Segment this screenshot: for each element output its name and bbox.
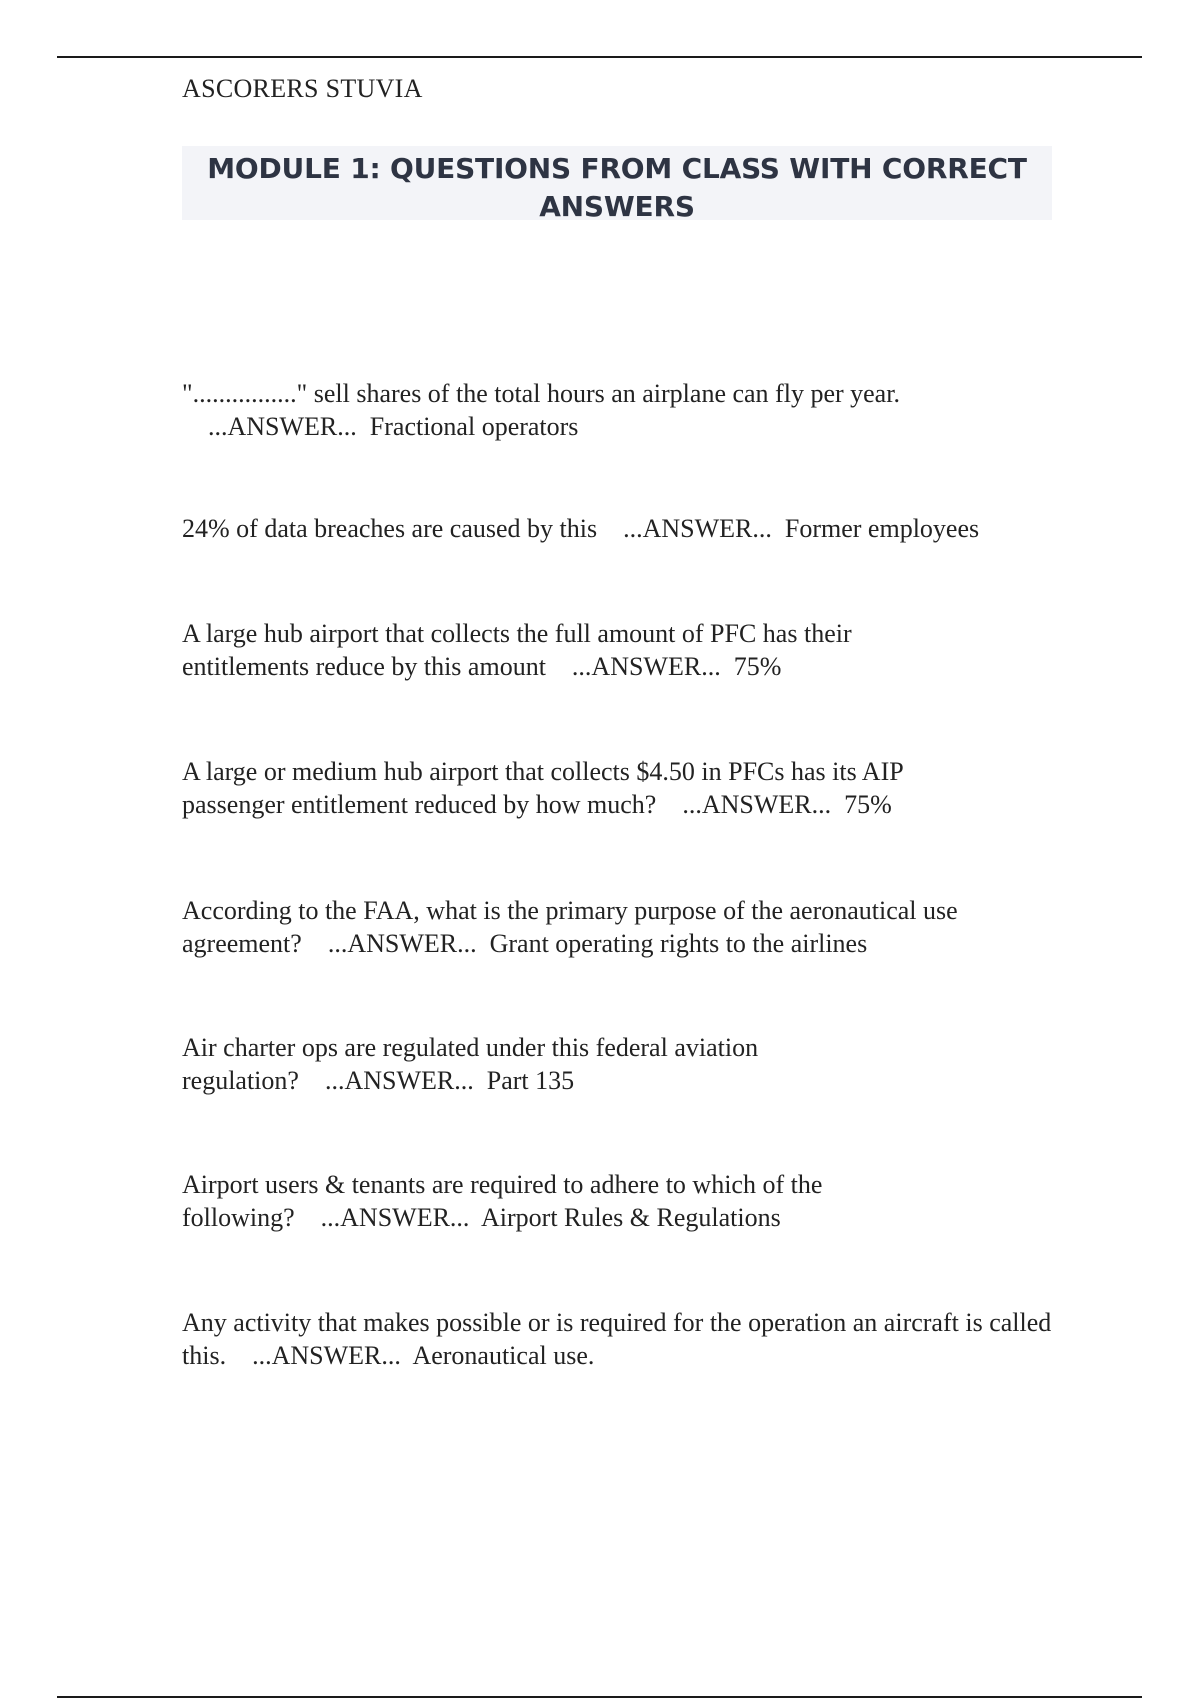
qa-item (182, 617, 922, 683)
qa-list (182, 377, 1062, 1372)
question-text: Air charter ops are regulated under this federal aviation regulation? (182, 1033, 759, 1095)
qa-item (182, 755, 992, 821)
top-rule (57, 56, 1142, 58)
question-text: 24% of data breaches are caused by this (182, 514, 598, 543)
question-text: According to the FAA, what is the primary purpose of the aeronautical use agreement? (182, 896, 958, 958)
answer-marker: ...ANSWER... (208, 412, 357, 441)
question-text: "................" sell shares of the total hours an airplane can fly per year. (182, 379, 900, 408)
answer-text: Part 135 (486, 1066, 575, 1095)
bottom-rule (57, 1696, 1142, 1698)
document-title: MODULE 1: QUESTIONS FROM CLASS WITH CORRECT ANSWERS (207, 152, 1027, 223)
question-text: Airport users & tenants are required to adhere to which of the following? (182, 1170, 823, 1232)
answer-text: Aeronautical use. (412, 1341, 595, 1370)
qa-item (182, 894, 1042, 960)
answer-text: 75% (733, 652, 782, 681)
answer-marker: ...ANSWER... (320, 1203, 470, 1232)
answer-marker: ...ANSWER... (252, 1341, 401, 1370)
answer-text: Former employees (784, 514, 980, 543)
answer-text: 75% (844, 790, 892, 819)
answer-marker: ...ANSWER... (327, 929, 477, 958)
answer-text: Fractional operators (369, 412, 579, 441)
qa-item (182, 1168, 902, 1234)
answer-marker: ...ANSWER... (623, 514, 772, 543)
answer-marker: ...ANSWER... (682, 790, 832, 819)
qa-item (182, 1031, 842, 1097)
answer-text: Grant operating rights to the airlines (489, 929, 868, 958)
answer-marker: ...ANSWER... (324, 1066, 474, 1095)
answer-marker: ...ANSWER... (571, 652, 721, 681)
question-text: Any activity that makes possible or is required for the operation an aircraft is called this. (182, 1308, 1052, 1370)
title-banner (182, 146, 1052, 223)
source-label: ASCORERS STUVIA (182, 74, 423, 103)
question-text: A large or medium hub airport that collects $4.50 in PFCs has its AIP passenger entitlement reduced by how much? (182, 757, 903, 819)
qa-item (182, 377, 902, 443)
answer-text: Airport Rules & Regulations (481, 1203, 781, 1232)
qa-item (182, 1306, 1062, 1372)
qa-item (182, 512, 1062, 545)
question-text: A large hub airport that collects the full amount of PFC has their entitlements reduce by this amount (182, 619, 852, 681)
